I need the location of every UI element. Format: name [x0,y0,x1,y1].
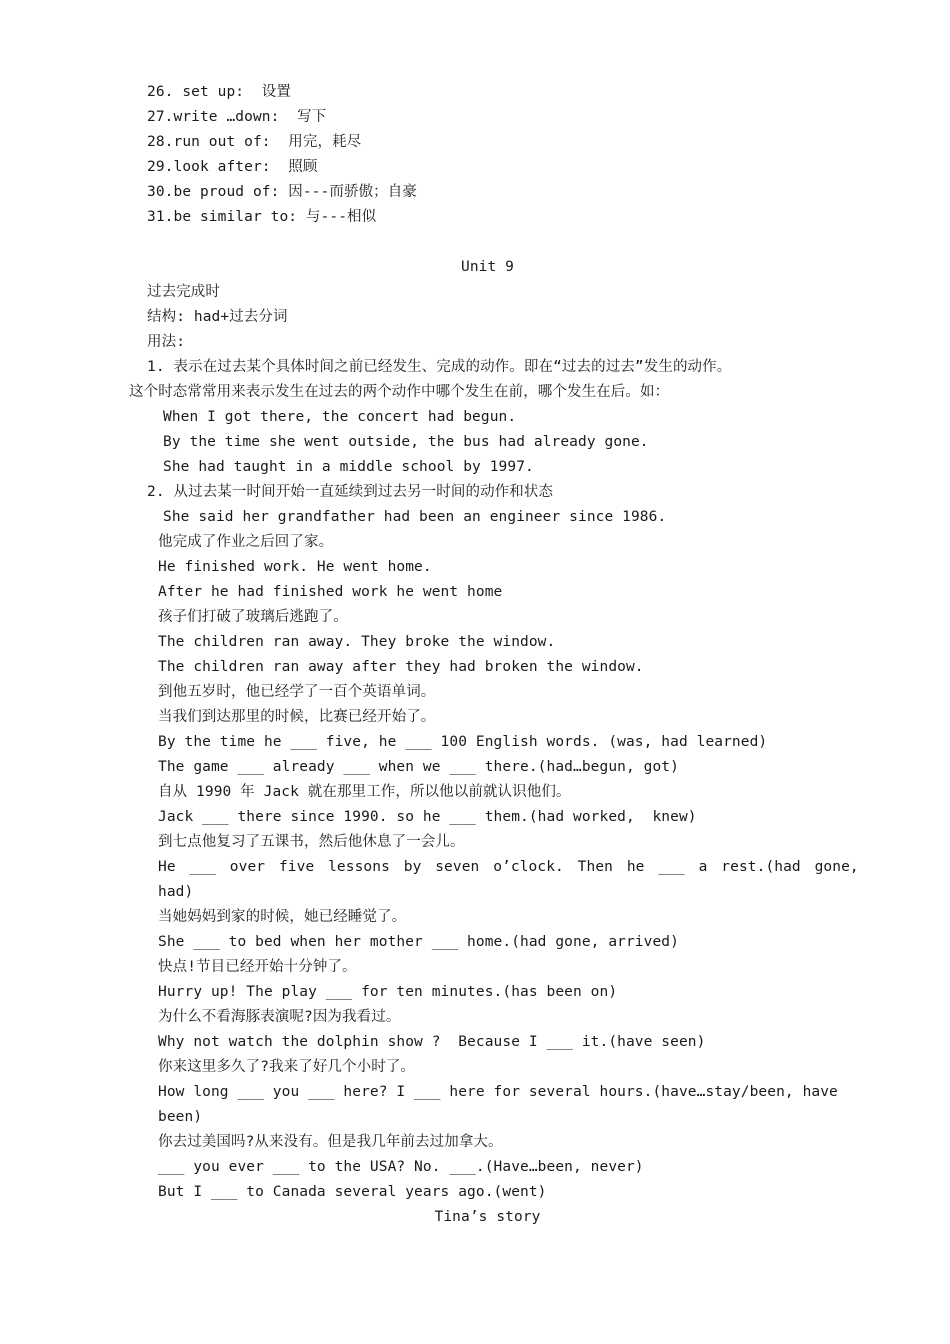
exercise-line: been) [158,1109,203,1125]
story-title: Tina’s story [434,1209,541,1225]
vocab-item: 30.be proud of: 因---而骄傲；自豪 [147,184,417,200]
usage-rule-2: 2. 从过去某一时间开始一直延续到过去另一时间的动作和状态 [147,484,554,500]
exercise-line: The children ran away. They broke the window. [158,634,556,650]
example-sentence: When I got there, the concert had begun. [163,409,517,425]
exercise-line: Hurry up! The play ___ for ten minutes.(has been on) [158,984,618,1000]
vocab-item: 29.look after: 照顾 [147,159,318,175]
exercise-line: 到他五岁时，他已经学了一百个英语单词。 [158,684,436,700]
exercise-line: 快点!节目已经开始十分钟了。 [158,959,357,975]
exercise-line: had) [158,884,194,900]
exercise-line: 为什么不看海豚表演呢?因为我看过。 [158,1009,401,1025]
vocab-item: 27.write …down: 写下 [147,109,327,125]
usage-rule-1-continued: 这个时态常常用来表示发生在过去的两个动作中哪个发生在前，哪个发生在后。如： [129,384,670,400]
example-sentence: By the time she went outside, the bus had already gone. [163,434,649,450]
exercise-line: 当她妈妈到家的时候，她已经睡觉了。 [158,909,407,925]
exercise-line: 你来这里多久了?我来了好几个小时了。 [158,1059,416,1075]
exercise-line: By the time he ___ five, he ___ 100 English words. (was, had learned) [158,734,768,750]
usage-rule-1: 1. 表示在过去某个具体时间之前已经发生、完成的动作。即在“过去的过去”发生的动作。 [147,359,732,375]
exercise-line: 你去过美国吗?从来没有。但是我几年前去过加拿大。 [158,1134,503,1150]
exercise-line: How long ___ you ___ here? I ___ here for several hours.(have…stay/been, have [158,1084,838,1100]
exercise-line: 孩子们打破了玻璃后逃跑了。 [158,609,348,625]
vocab-item: 28.run out of: 用完，耗尽 [147,134,362,150]
exercise-line: ___ you ever ___ to the USA? No. ___.(Have…been, never) [158,1159,644,1175]
example-sentence: She said her grandfather had been an engineer since 1986. [163,509,667,525]
grammar-structure: 结构: had+过去分词 [147,309,288,325]
vocab-item: 26. set up: 设置 [147,84,291,100]
exercise-line: He ___ over five lessons by seven o’clock. Then he ___ a rest.(had gone, [158,859,859,875]
vocab-item: 31.be similar to: 与---相似 [147,209,377,225]
exercise-line: 自从 1990 年 Jack 就在那里工作，所以他以前就认识他们。 [158,784,571,800]
exercise-line: The game ___ already ___ when we ___ there.(had…begun, got) [158,759,679,775]
exercise-line: Jack ___ there since 1990. so he ___ them.(had worked, knew) [158,809,697,825]
exercise-line: 他完成了作业之后回了家。 [158,534,334,550]
example-sentence: She had taught in a middle school by 1997. [163,459,534,475]
exercise-line: But I ___ to Canada several years ago.(went) [158,1184,547,1200]
exercise-line: After he had finished work he went home [158,584,503,600]
exercise-line: 到七点他复习了五课书，然后他休息了一会儿。 [158,834,465,850]
unit-title: Unit 9 [461,259,514,275]
exercise-line: She ___ to bed when her mother ___ home.(had gone, arrived) [158,934,679,950]
grammar-topic: 过去完成时 [147,284,220,300]
exercise-line: Why not watch the dolphin show ? Because I ___ it.(have seen) [158,1034,706,1050]
usage-label: 用法: [147,334,186,350]
exercise-line: He finished work. He went home. [158,559,432,575]
exercise-line: The children ran away after they had broken the window. [158,659,644,675]
exercise-line: 当我们到达那里的时候，比赛已经开始了。 [158,709,436,725]
